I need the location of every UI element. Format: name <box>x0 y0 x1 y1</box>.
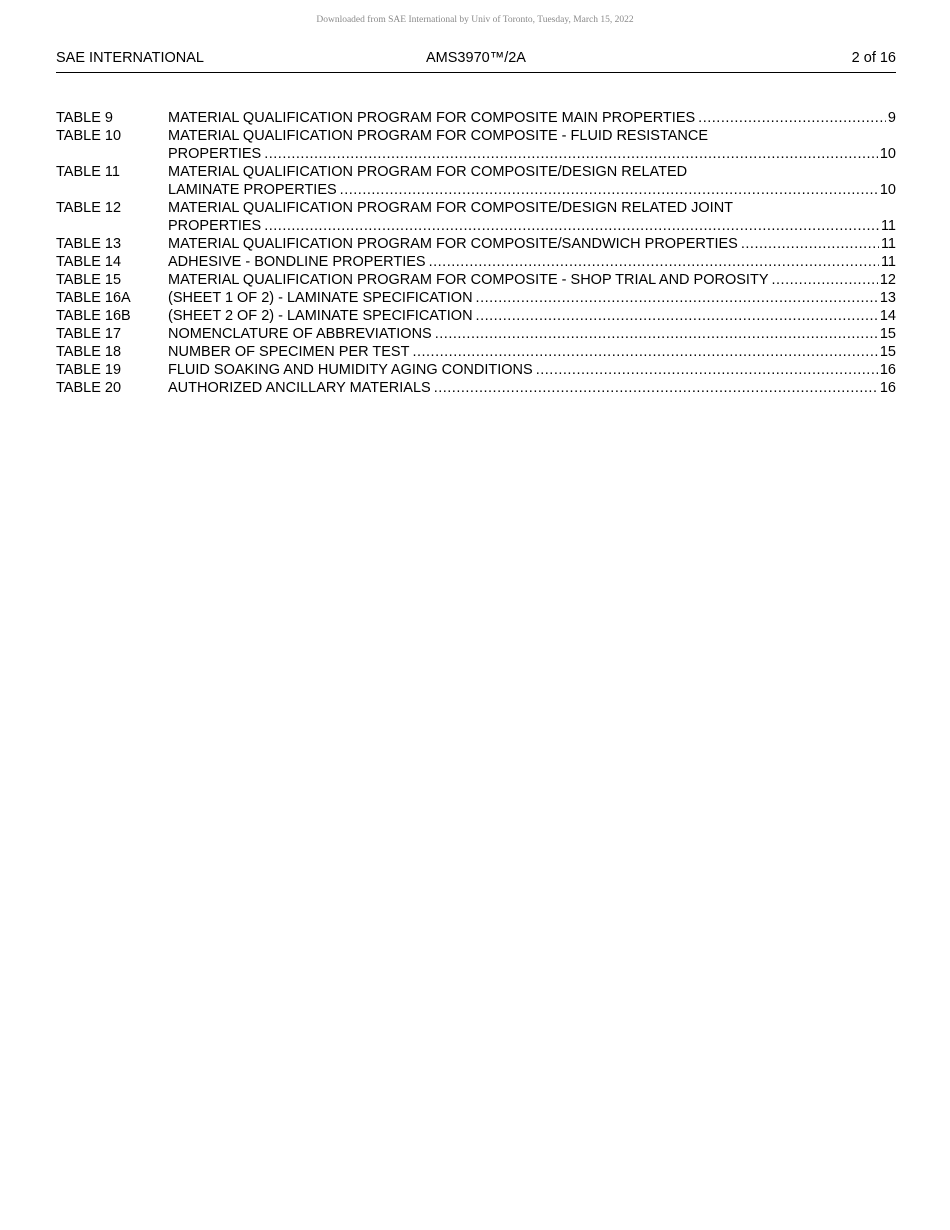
toc-entry-title: MATERIAL QUALIFICATION PROGRAM FOR COMPOSITE - SHOP TRIAL AND POROSITY <box>168 272 769 288</box>
toc-entry-page: 9 <box>887 110 896 126</box>
toc-entry-title: ADHESIVE - BONDLINE PROPERTIES <box>168 254 426 270</box>
toc-entry[interactable] <box>56 235 896 253</box>
toc-entry-page: 12 <box>879 272 896 288</box>
toc-entry[interactable] <box>56 289 896 307</box>
toc-entry-label: TABLE 15 <box>56 272 122 288</box>
toc-entry-title: FLUID SOAKING AND HUMIDITY AGING CONDITIONS <box>168 362 533 378</box>
toc-dot-leader <box>476 307 878 325</box>
toc-entry-page: 10 <box>879 182 896 198</box>
toc-dot-leader <box>264 145 878 163</box>
toc-entry-page: 11 <box>880 236 896 252</box>
toc-entry-page: 14 <box>879 308 896 324</box>
toc-entry[interactable] <box>56 127 896 163</box>
toc-entry-label: TABLE 10 <box>56 128 122 144</box>
toc-entry[interactable] <box>56 307 896 325</box>
toc-entry-label: TABLE 13 <box>56 236 122 252</box>
toc-entry-label: TABLE 11 <box>56 164 120 180</box>
toc-entry-label: TABLE 20 <box>56 380 122 396</box>
toc-entry-label: TABLE 19 <box>56 362 122 378</box>
download-watermark: Downloaded from SAE International by Univ of Toronto, Tuesday, March 15, 2022 <box>316 15 634 25</box>
header-document-id: AMS3970™/2A <box>426 50 526 66</box>
toc-entry[interactable] <box>56 361 896 379</box>
toc-entry-title: MATERIAL QUALIFICATION PROGRAM FOR COMPOSITE/DESIGN RELATED <box>168 164 688 180</box>
toc-entry-title: NOMENCLATURE OF ABBREVIATIONS <box>168 326 432 342</box>
toc-entry-title: PROPERTIES <box>168 218 262 234</box>
toc-entry[interactable] <box>56 271 896 289</box>
toc-entry-label: TABLE 18 <box>56 344 122 360</box>
toc-entry-title: (SHEET 2 OF 2) - LAMINATE SPECIFICATION <box>168 308 473 324</box>
toc-entry-title: AUTHORIZED ANCILLARY MATERIALS <box>168 380 431 396</box>
toc-entry-page: 13 <box>879 290 896 306</box>
toc-entry-title: MATERIAL QUALIFICATION PROGRAM FOR COMPOSITE MAIN PROPERTIES <box>168 110 696 126</box>
toc-entry-page: 11 <box>880 218 896 234</box>
toc-dot-leader <box>741 235 879 253</box>
table-of-contents-list <box>56 109 896 397</box>
toc-entry[interactable] <box>56 325 896 343</box>
toc-entry[interactable] <box>56 253 896 271</box>
toc-dot-leader <box>429 253 879 271</box>
toc-entry-page: 10 <box>879 146 896 162</box>
toc-entry-title: LAMINATE PROPERTIES <box>168 182 337 198</box>
toc-entry[interactable] <box>56 163 896 199</box>
toc-entry-page: 15 <box>879 326 896 342</box>
toc-entry-title: MATERIAL QUALIFICATION PROGRAM FOR COMPOSITE/DESIGN RELATED JOINT <box>168 200 734 216</box>
toc-entry-title: NUMBER OF SPECIMEN PER TEST <box>168 344 410 360</box>
toc-dot-leader <box>412 343 877 361</box>
toc-entry-label: TABLE 12 <box>56 200 122 216</box>
toc-entry-label: TABLE 17 <box>56 326 122 342</box>
toc-entry-title: PROPERTIES <box>168 146 262 162</box>
toc-entry-page: 16 <box>879 380 896 396</box>
header-organization: SAE INTERNATIONAL <box>56 50 204 66</box>
toc-entry-label: TABLE 16A <box>56 290 131 306</box>
toc-entry-label: TABLE 9 <box>56 110 113 126</box>
toc-entry-title: MATERIAL QUALIFICATION PROGRAM FOR COMPOSITE/SANDWICH PROPERTIES <box>168 236 738 252</box>
toc-dot-leader <box>698 109 886 127</box>
toc-entry-label: TABLE 16B <box>56 308 131 324</box>
toc-dot-leader <box>434 379 878 397</box>
toc-entry[interactable] <box>56 343 896 361</box>
toc-entry-page: 16 <box>879 362 896 378</box>
header-page-number: 2 of 16 <box>851 50 896 66</box>
page-header <box>56 50 896 73</box>
toc-dot-leader <box>340 181 878 199</box>
toc-entry[interactable] <box>56 109 896 127</box>
toc-entry-page: 11 <box>880 254 896 270</box>
toc-dot-leader <box>264 217 879 235</box>
toc-entry-label: TABLE 14 <box>56 254 122 270</box>
toc-dot-leader <box>435 325 878 343</box>
toc-entry[interactable] <box>56 379 896 397</box>
toc-entry[interactable] <box>56 199 896 235</box>
toc-dot-leader <box>536 361 878 379</box>
toc-dot-leader <box>476 289 878 307</box>
toc-entry-title: (SHEET 1 OF 2) - LAMINATE SPECIFICATION <box>168 290 473 306</box>
toc-entry-title: MATERIAL QUALIFICATION PROGRAM FOR COMPOSITE - FLUID RESISTANCE <box>168 128 709 144</box>
toc-entry-page: 15 <box>879 344 896 360</box>
toc-dot-leader <box>772 271 878 289</box>
